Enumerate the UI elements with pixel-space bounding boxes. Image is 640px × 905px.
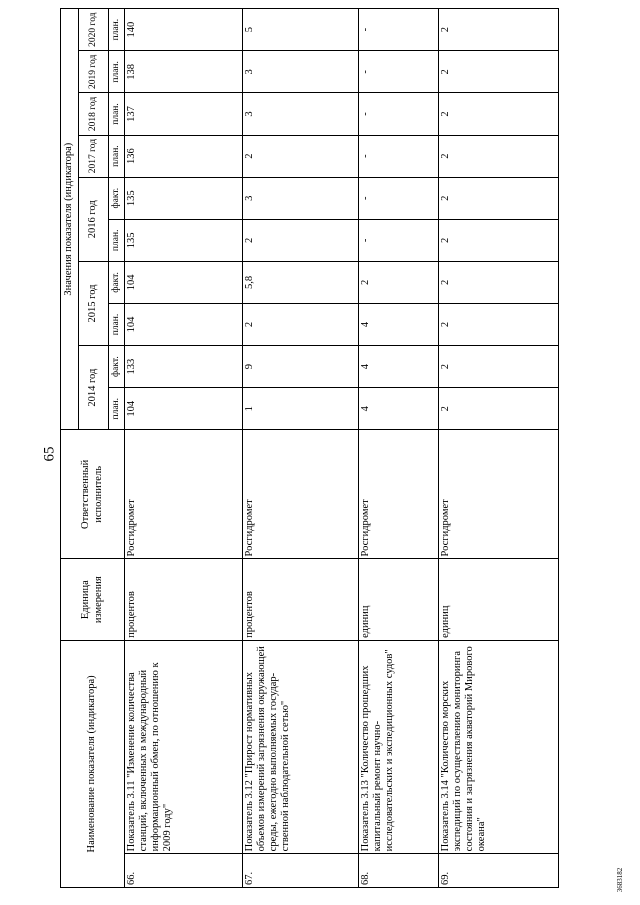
value-2020-plan: 2 bbox=[439, 9, 559, 51]
indicators-table-frame bbox=[60, 8, 632, 888]
header-2020-plan: план. bbox=[109, 9, 125, 51]
header-year-2020: 2020 год bbox=[79, 9, 109, 51]
value-2018-plan: 137 bbox=[125, 93, 243, 135]
page-number: 65 bbox=[41, 446, 58, 462]
value-2016-plan: 2 bbox=[439, 219, 559, 261]
value-2017-plan: 136 bbox=[125, 135, 243, 177]
indicator-unit: единиц bbox=[439, 559, 559, 640]
indicators-table bbox=[60, 8, 559, 888]
header-year-2014: 2014 год bbox=[79, 346, 109, 430]
value-2018-plan: 2 bbox=[439, 93, 559, 135]
indicator-executor: Росгидромет bbox=[243, 430, 359, 559]
value-2016-plan: 2 bbox=[243, 219, 359, 261]
table-row bbox=[439, 9, 559, 888]
row-number: 67. bbox=[243, 854, 359, 888]
header-year-2018: 2018 год bbox=[79, 93, 109, 135]
indicator-unit: единиц bbox=[359, 559, 439, 640]
value-2016-plan: - bbox=[359, 219, 439, 261]
table-row bbox=[125, 9, 243, 888]
value-2014-fact: 133 bbox=[125, 346, 243, 388]
indicator-unit: процентов bbox=[125, 559, 243, 640]
table-row bbox=[359, 9, 439, 888]
row-number: 68. bbox=[359, 854, 439, 888]
value-2019-plan: 138 bbox=[125, 51, 243, 93]
indicator-name: Показатель 3.13 "Количество прошедших капитальный ремонт научно-исследовательских и экспедиционных судов" bbox=[359, 640, 439, 853]
header-name: Наименование показателя (индикатора) bbox=[61, 640, 125, 887]
value-2019-plan: 2 bbox=[439, 51, 559, 93]
value-2015-fact: 2 bbox=[359, 261, 439, 303]
header-year-2015: 2015 год bbox=[79, 261, 109, 345]
value-2020-plan: - bbox=[359, 9, 439, 51]
value-2019-plan: - bbox=[359, 51, 439, 93]
value-2015-fact: 2 bbox=[439, 261, 559, 303]
row-number: 66. bbox=[125, 854, 243, 888]
value-2015-plan: 2 bbox=[243, 303, 359, 345]
value-2018-plan: 3 bbox=[243, 93, 359, 135]
value-2014-plan: 1 bbox=[243, 388, 359, 430]
value-2015-plan: 104 bbox=[125, 303, 243, 345]
header-unit: Единица измерения bbox=[61, 559, 125, 640]
row-number: 69. bbox=[439, 854, 559, 888]
value-2015-plan: 2 bbox=[439, 303, 559, 345]
header-2019-plan: план. bbox=[109, 51, 125, 93]
table-header bbox=[61, 9, 125, 888]
value-2014-plan: 104 bbox=[125, 388, 243, 430]
value-2019-plan: 3 bbox=[243, 51, 359, 93]
header-2016-fact: факт. bbox=[109, 177, 125, 219]
indicator-executor: Росгидромет bbox=[439, 430, 559, 559]
value-2014-plan: 4 bbox=[359, 388, 439, 430]
header-2016-plan: план. bbox=[109, 219, 125, 261]
header-values-group: Значения показателя (индикатора) bbox=[61, 9, 79, 430]
indicator-name: Показатель 3.11 "Изменение количества станций, включенных в международный информационный обмен, по отношению к 2009 году" bbox=[125, 640, 243, 853]
value-2017-plan: 2 bbox=[243, 135, 359, 177]
value-2020-plan: 140 bbox=[125, 9, 243, 51]
value-2017-plan: 2 bbox=[439, 135, 559, 177]
header-year-2017: 2017 год bbox=[79, 135, 109, 177]
value-2015-plan: 4 bbox=[359, 303, 439, 345]
document-code: 3683182 bbox=[616, 867, 624, 893]
header-2015-plan: план. bbox=[109, 303, 125, 345]
value-2020-plan: 5 bbox=[243, 9, 359, 51]
header-2015-fact: факт. bbox=[109, 261, 125, 303]
indicator-executor: Росгидромет bbox=[125, 430, 243, 559]
header-2014-plan: план. bbox=[109, 388, 125, 430]
indicator-name: Показатель 3.12 "Прирост нормативных объемов измерений загрязнения окружающей среды, ежегодно выполняемых государ-ственной наблюдательной сетью" bbox=[243, 640, 359, 853]
value-2015-fact: 5,8 bbox=[243, 261, 359, 303]
table-row bbox=[243, 9, 359, 888]
header-2018-plan: план. bbox=[109, 93, 125, 135]
value-2017-plan: - bbox=[359, 135, 439, 177]
value-2016-fact: 3 bbox=[243, 177, 359, 219]
indicator-executor: Росгидромет bbox=[359, 430, 439, 559]
value-2014-plan: 2 bbox=[439, 388, 559, 430]
header-2014-fact: факт. bbox=[109, 346, 125, 388]
value-2014-fact: 4 bbox=[359, 346, 439, 388]
value-2016-fact: 2 bbox=[439, 177, 559, 219]
value-2016-fact: 135 bbox=[125, 177, 243, 219]
value-2016-fact: - bbox=[359, 177, 439, 219]
indicator-unit: процентов bbox=[243, 559, 359, 640]
header-year-2019: 2019 год bbox=[79, 51, 109, 93]
header-year-2016: 2016 год bbox=[79, 177, 109, 261]
header-executor: Ответственный исполнитель bbox=[61, 430, 125, 559]
value-2018-plan: - bbox=[359, 93, 439, 135]
indicator-name: Показатель 3.14 "Количество морских экспедиций по осуществлению мониторинга состояния и загрязнения акваторий Мирового океана" bbox=[439, 640, 559, 853]
value-2014-fact: 2 bbox=[439, 346, 559, 388]
value-2014-fact: 9 bbox=[243, 346, 359, 388]
table-body bbox=[125, 9, 559, 888]
value-2015-fact: 104 bbox=[125, 261, 243, 303]
value-2016-plan: 135 bbox=[125, 219, 243, 261]
header-2017-plan: план. bbox=[109, 135, 125, 177]
